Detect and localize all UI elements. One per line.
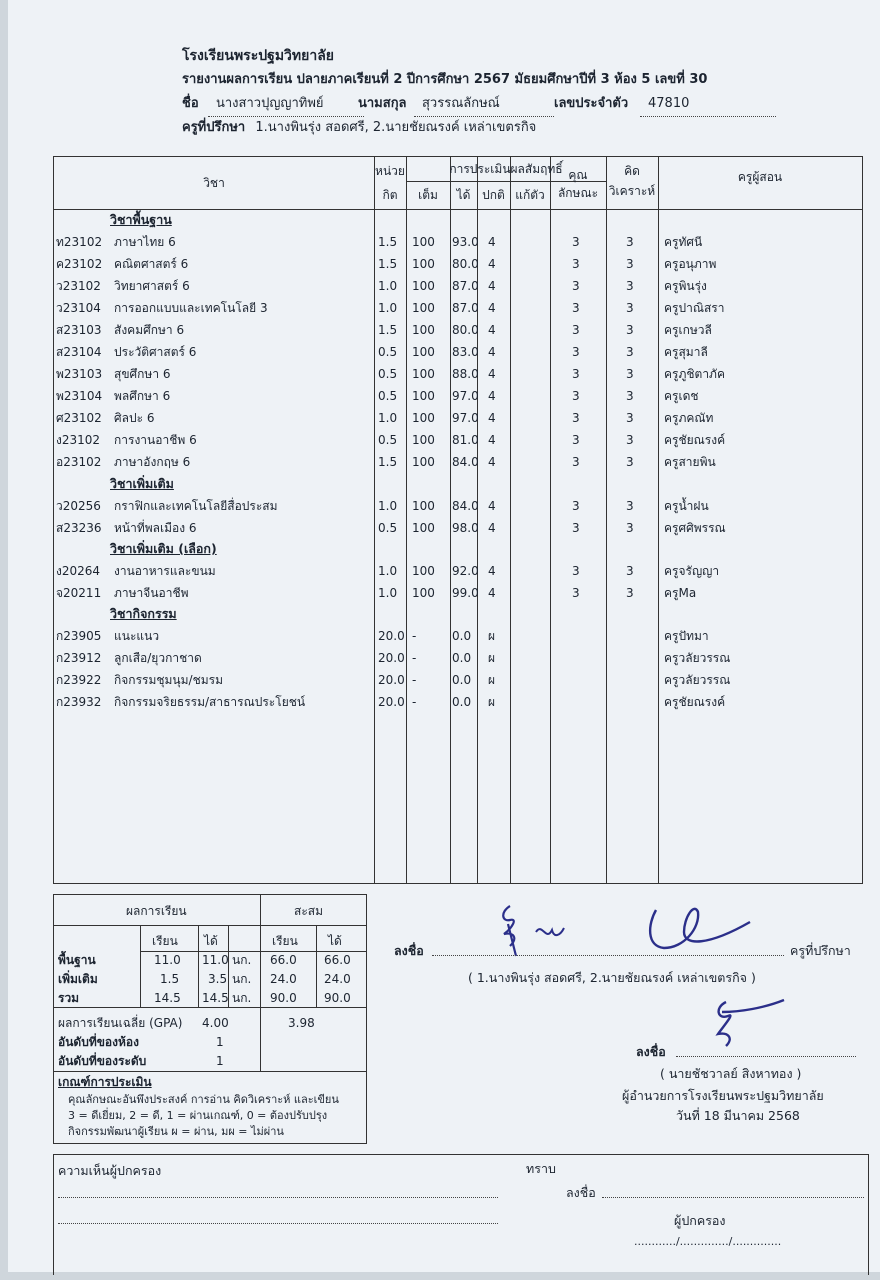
subject-code: ศ23102 bbox=[56, 411, 102, 425]
subject-code: ว23104 bbox=[56, 301, 101, 315]
total-got: 14.5 bbox=[202, 991, 229, 1005]
score: 81.0 bbox=[452, 433, 479, 447]
school-name: โรงเรียนพระปฐมวิทยาลัย bbox=[182, 48, 334, 64]
subject-code: ง20264 bbox=[56, 564, 101, 578]
parent-opinion-label: ความเห็นผู้ปกครอง bbox=[58, 1163, 162, 1178]
subject-code: อ23102 bbox=[56, 455, 102, 469]
grade: ผ bbox=[488, 695, 496, 709]
total-unit: นก. bbox=[232, 991, 252, 1005]
criteria-line-1: คุณลักษณะอันพึงประสงค์ การอ่าน คิดวิเคราะห์ และเขียน bbox=[68, 1093, 339, 1106]
basic-acc-got: 66.0 bbox=[324, 953, 351, 967]
analytical-thinking: 3 bbox=[626, 323, 634, 337]
col-char-2: ลักษณะ bbox=[557, 186, 599, 200]
credit: 0.5 bbox=[378, 433, 398, 447]
analytical-thinking: 3 bbox=[626, 411, 634, 425]
analytical-thinking: 3 bbox=[626, 564, 634, 578]
parent-comment-box bbox=[53, 1154, 869, 1275]
credit: 20.0 bbox=[378, 695, 405, 709]
accum-label: สะสม bbox=[294, 904, 324, 918]
analytical-thinking: 3 bbox=[626, 235, 634, 249]
score: 0.0 bbox=[452, 651, 472, 665]
grade: 4 bbox=[488, 564, 496, 578]
analytical-thinking: 3 bbox=[626, 389, 634, 403]
grade: 4 bbox=[488, 411, 496, 425]
full-score: 100 bbox=[412, 323, 435, 337]
table-row bbox=[54, 669, 862, 691]
full-score: 100 bbox=[412, 586, 435, 600]
characteristic: 3 bbox=[572, 345, 580, 359]
grade: 4 bbox=[488, 323, 496, 337]
score: 0.0 bbox=[452, 673, 472, 687]
results-label: ผลการเรียน bbox=[126, 904, 187, 918]
acc-study-header: เรียน bbox=[272, 934, 298, 948]
teacher-name: ครูวลัยวรรณ bbox=[664, 651, 731, 665]
section-basic: วิชาพื้นฐาน bbox=[110, 212, 172, 227]
table-row bbox=[54, 385, 862, 407]
col-full: เต็ม bbox=[418, 188, 438, 202]
director-signature bbox=[700, 998, 790, 1050]
teacher-name: ครูชัยณรงค์ bbox=[664, 433, 726, 447]
subject-code: พ23103 bbox=[56, 367, 103, 381]
col-normal: ปกติ bbox=[482, 188, 505, 202]
score: 84.0 bbox=[452, 455, 479, 469]
subject-name: กิจกรรมชุมนุม/ชมรม bbox=[114, 673, 223, 687]
table-row bbox=[54, 625, 862, 647]
section-additional: วิชาเพิ่มเติม bbox=[110, 476, 174, 491]
full-score: 100 bbox=[412, 521, 435, 535]
total-label: รวม bbox=[58, 991, 80, 1005]
criteria-line-3: กิจกรรมพัฒนาผู้เรียน ผ = ผ่าน, มผ = ไม่ผ่าน bbox=[68, 1125, 284, 1138]
score: 97.0 bbox=[452, 389, 479, 403]
table-row bbox=[54, 407, 862, 429]
teacher-name: ครูเดช bbox=[664, 389, 699, 403]
criteria-line-2: 3 = ดีเยี่ยม, 2 = ดี, 1 = ผ่านเกณฑ์, 0 = ต้องปรับปรุง bbox=[68, 1109, 328, 1122]
credit: 1.5 bbox=[378, 455, 398, 469]
parent-role: ผู้ปกครอง bbox=[674, 1213, 726, 1228]
score: 0.0 bbox=[452, 695, 472, 709]
basic-study: 11.0 bbox=[154, 953, 181, 967]
additional-unit: นก. bbox=[232, 972, 252, 986]
characteristic: 3 bbox=[572, 279, 580, 293]
analytical-thinking: 3 bbox=[626, 455, 634, 469]
characteristic: 3 bbox=[572, 499, 580, 513]
credit: 1.0 bbox=[378, 301, 398, 315]
basic-unit: นก. bbox=[232, 953, 252, 967]
subject-code: ส23103 bbox=[56, 323, 102, 337]
subject-code: พ23104 bbox=[56, 389, 103, 403]
subject-code: ก23912 bbox=[56, 651, 102, 665]
room-rank: 1 bbox=[216, 1035, 224, 1049]
parent-ack-label: ทราบ bbox=[526, 1161, 556, 1176]
table-row bbox=[54, 275, 862, 297]
student-surname: สุวรรณลักษณ์ bbox=[414, 92, 554, 117]
grades-table bbox=[53, 156, 863, 884]
col-think-2: วิเคราะห์ bbox=[608, 184, 656, 198]
report-date: วันที่ 18 มีนาคม 2568 bbox=[676, 1108, 800, 1123]
score: 93.0 bbox=[452, 235, 479, 249]
full-score: 100 bbox=[412, 411, 435, 425]
analytical-thinking: 3 bbox=[626, 301, 634, 315]
credit: 1.5 bbox=[378, 235, 398, 249]
basic-label: พื้นฐาน bbox=[58, 953, 96, 967]
subject-name: งานอาหารและขนม bbox=[114, 564, 216, 578]
grade: ผ bbox=[488, 651, 496, 665]
teacher-name: ครูวลัยวรรณ bbox=[664, 673, 731, 687]
grade: 4 bbox=[488, 345, 496, 359]
score: 92.0 bbox=[452, 564, 479, 578]
gpa-label: ผลการเรียนเฉลี่ย (GPA) bbox=[58, 1016, 183, 1030]
subject-code: ก23932 bbox=[56, 695, 102, 709]
level-rank: 1 bbox=[216, 1054, 224, 1068]
name-label: ชื่อ bbox=[182, 96, 199, 111]
table-row bbox=[54, 429, 862, 451]
col-fix: แก้ตัว bbox=[515, 188, 545, 202]
subject-name: ภาษาไทย 6 bbox=[114, 235, 176, 249]
subject-name: แนะแนว bbox=[114, 629, 160, 643]
analytical-thinking: 3 bbox=[626, 521, 634, 535]
advisor-sign-line bbox=[432, 955, 784, 956]
advisor-names: 1.นางพินรุ่ง สอดศรี, 2.นายชัยณรงค์ เหล่าเขตรกิจ bbox=[255, 120, 537, 135]
full-score: 100 bbox=[412, 345, 435, 359]
analytical-thinking: 3 bbox=[626, 367, 634, 381]
grade: 4 bbox=[488, 301, 496, 315]
score: 80.0 bbox=[452, 323, 479, 337]
table-row bbox=[54, 341, 862, 363]
analytical-thinking: 3 bbox=[626, 257, 634, 271]
parent-opinion-line-2[interactable] bbox=[58, 1223, 498, 1224]
section-activity: วิชากิจกรรม bbox=[110, 606, 177, 621]
characteristic: 3 bbox=[572, 257, 580, 271]
table-row bbox=[54, 517, 862, 539]
grade: ผ bbox=[488, 629, 496, 643]
credit: 20.0 bbox=[378, 673, 405, 687]
table-row bbox=[54, 297, 862, 319]
additional-study: 1.5 bbox=[160, 972, 180, 986]
subject-code: ท23102 bbox=[56, 235, 103, 249]
credit: 1.0 bbox=[378, 411, 398, 425]
student-name-row bbox=[182, 92, 707, 116]
characteristic: 3 bbox=[572, 586, 580, 600]
subject-code: จ20211 bbox=[56, 586, 102, 600]
full-score: 100 bbox=[412, 367, 435, 381]
subject-name: หน้าที่พลเมือง 6 bbox=[114, 521, 197, 535]
teacher-name: ครูพินรุ่ง bbox=[664, 279, 707, 293]
subject-name: กราฟิกและเทคโนโลยีสื่อประสม bbox=[114, 499, 278, 513]
additional-got: 3.5 bbox=[208, 972, 228, 986]
basic-acc-study: 66.0 bbox=[270, 953, 297, 967]
advisor-sign-names: ( 1.นางพินรุ่ง สอดศรี, 2.นายชัยณรงค์ เหล่าเขตรกิจ ) bbox=[468, 970, 756, 985]
total-acc-study: 90.0 bbox=[270, 991, 297, 1005]
teacher-name: ครูน้ำฝน bbox=[664, 499, 709, 513]
credit: 0.5 bbox=[378, 389, 398, 403]
report-title: รายงานผลการเรียน ปลายภาคเรียนที่ 2 ปีการศึกษา 2567 มัธยมศึกษาปีที่ 3 ห้อง 5 เลขที่ 30 bbox=[182, 72, 708, 87]
score: 99.0 bbox=[452, 586, 479, 600]
subject-code: ว20256 bbox=[56, 499, 101, 513]
characteristic: 3 bbox=[572, 323, 580, 337]
subject-name: กิจกรรมจริยธรรม/สาธารณประโยชน์ bbox=[114, 695, 306, 709]
full-score: 100 bbox=[412, 499, 435, 513]
characteristic: 3 bbox=[572, 389, 580, 403]
sum-got-header: ได้ bbox=[204, 934, 218, 948]
score: 80.0 bbox=[452, 257, 479, 271]
teacher-name: ครูปาณิสรา bbox=[664, 301, 725, 315]
score: 83.0 bbox=[452, 345, 479, 359]
teacher-name: ครูปัทมา bbox=[664, 629, 709, 643]
subject-name: พลศึกษา 6 bbox=[114, 389, 171, 403]
teacher-name: ครูเกษวลี bbox=[664, 323, 712, 337]
score: 88.0 bbox=[452, 367, 479, 381]
total-study: 14.5 bbox=[154, 991, 181, 1005]
parent-opinion-line-1[interactable] bbox=[58, 1197, 498, 1198]
grade: 4 bbox=[488, 257, 496, 271]
score: 84.0 bbox=[452, 499, 479, 513]
analytical-thinking: 3 bbox=[626, 433, 634, 447]
surname-label: นามสกุล bbox=[358, 96, 407, 111]
score: 87.0 bbox=[452, 279, 479, 293]
grade: 4 bbox=[488, 433, 496, 447]
additional-label: เพิ่มเติม bbox=[58, 972, 98, 986]
score: 97.0 bbox=[452, 411, 479, 425]
teacher-name: ครูจรัญญา bbox=[664, 564, 720, 578]
teacher-name: ครูMa bbox=[664, 586, 697, 600]
analytical-thinking: 3 bbox=[626, 345, 634, 359]
advisor-row bbox=[182, 116, 707, 140]
col-char-1: คุณ bbox=[568, 168, 588, 182]
col-assessment: การประเมินผลสัมฤทธิ์ bbox=[449, 162, 563, 176]
col-teacher: ครูผู้สอน bbox=[737, 170, 783, 184]
director-sign-label: ลงชื่อ bbox=[636, 1044, 666, 1059]
additional-acc-got: 24.0 bbox=[324, 972, 351, 986]
advisor-sign-label: ลงชื่อ bbox=[394, 943, 424, 958]
grade: 4 bbox=[488, 367, 496, 381]
analytical-thinking: 3 bbox=[626, 279, 634, 293]
score: 87.0 bbox=[452, 301, 479, 315]
table-row bbox=[54, 495, 862, 517]
full-score: - bbox=[412, 695, 417, 709]
full-score: - bbox=[412, 629, 417, 643]
director-title: ผู้อำนวยการโรงเรียนพระปฐมวิทยาลัย bbox=[622, 1088, 824, 1103]
credit: 20.0 bbox=[378, 651, 405, 665]
subject-name: การออกแบบและเทคโนโลยี 3 bbox=[114, 301, 268, 315]
teacher-name: ครูภคณัท bbox=[664, 411, 714, 425]
section-elective: วิชาเพิ่มเติม (เลือก) bbox=[110, 541, 217, 556]
characteristic: 3 bbox=[572, 301, 580, 315]
full-score: - bbox=[412, 651, 417, 665]
director-sign-line bbox=[676, 1056, 856, 1057]
parent-sign-line[interactable] bbox=[602, 1197, 864, 1198]
subject-name: สุขศึกษา 6 bbox=[114, 367, 171, 381]
grade: 4 bbox=[488, 499, 496, 513]
credit: 0.5 bbox=[378, 521, 398, 535]
grade: 4 bbox=[488, 455, 496, 469]
characteristic: 3 bbox=[572, 455, 580, 469]
grade: 4 bbox=[488, 389, 496, 403]
full-score: 100 bbox=[412, 455, 435, 469]
credit: 0.5 bbox=[378, 367, 398, 381]
col-got: ได้ bbox=[456, 188, 471, 202]
characteristic: 3 bbox=[572, 564, 580, 578]
table-row bbox=[54, 647, 862, 669]
gpa-value: 4.00 bbox=[202, 1016, 229, 1030]
summary-box bbox=[53, 894, 367, 1144]
teacher-name: ครูชัยณรงค์ bbox=[664, 695, 726, 709]
subject-code: ก23905 bbox=[56, 629, 102, 643]
sum-study-header: เรียน bbox=[152, 934, 178, 948]
subject-code: ว23102 bbox=[56, 279, 101, 293]
student-id: 47810 bbox=[640, 92, 776, 117]
subject-name: การงานอาชีพ 6 bbox=[114, 433, 197, 447]
teacher-name: ครูทัศนี bbox=[664, 235, 703, 249]
credit: 0.5 bbox=[378, 345, 398, 359]
subject-code: ง23102 bbox=[56, 433, 101, 447]
subject-code: ค23102 bbox=[56, 257, 103, 271]
score: 0.0 bbox=[452, 629, 472, 643]
credit: 1.5 bbox=[378, 323, 398, 337]
teacher-name: ครูสายพิน bbox=[664, 455, 716, 469]
grade: 4 bbox=[488, 279, 496, 293]
credit: 1.5 bbox=[378, 257, 398, 271]
subject-code: ก23922 bbox=[56, 673, 102, 687]
characteristic: 3 bbox=[572, 433, 580, 447]
credit: 1.0 bbox=[378, 499, 398, 513]
credit: 1.0 bbox=[378, 586, 398, 600]
advisor-signature bbox=[488, 898, 758, 960]
grade: ผ bbox=[488, 673, 496, 687]
table-row bbox=[54, 691, 862, 713]
full-score: 100 bbox=[412, 235, 435, 249]
table-row bbox=[54, 253, 862, 275]
col-subject: วิชา bbox=[203, 176, 225, 190]
full-score: 100 bbox=[412, 301, 435, 315]
level-rank-label: อันดับที่ของระดับ bbox=[58, 1054, 147, 1068]
subject-name: ภาษาอังกฤษ 6 bbox=[114, 455, 191, 469]
subject-code: ส23236 bbox=[56, 521, 102, 535]
col-think-1: คิด bbox=[624, 164, 640, 178]
advisor-role: ครูที่ปรึกษา bbox=[790, 943, 851, 958]
full-score: 100 bbox=[412, 389, 435, 403]
subject-name: สังคมศึกษา 6 bbox=[114, 323, 185, 337]
analytical-thinking: 3 bbox=[626, 586, 634, 600]
teacher-name: ครูศศิพรรณ bbox=[664, 521, 726, 535]
subject-code: ส23104 bbox=[56, 345, 102, 359]
teacher-name: ครูภูชิตาภัค bbox=[664, 367, 725, 381]
grade: 4 bbox=[488, 586, 496, 600]
full-score: 100 bbox=[412, 257, 435, 271]
gpa-acc-value: 3.98 bbox=[288, 1016, 315, 1030]
full-score: 100 bbox=[412, 433, 435, 447]
col-credit-1: หน่วย bbox=[375, 164, 405, 178]
subject-name: คณิตศาสตร์ 6 bbox=[114, 257, 189, 271]
grade: 4 bbox=[488, 521, 496, 535]
full-score: 100 bbox=[412, 279, 435, 293]
table-row bbox=[54, 319, 862, 341]
report-header bbox=[182, 44, 707, 140]
credit: 20.0 bbox=[378, 629, 405, 643]
criteria-label: เกณฑ์การประเมิน bbox=[58, 1075, 152, 1089]
table-row bbox=[54, 363, 862, 385]
subject-name: ศิลปะ 6 bbox=[114, 411, 155, 425]
table-row bbox=[54, 582, 862, 604]
basic-got: 11.0 bbox=[202, 953, 229, 967]
credit: 1.0 bbox=[378, 279, 398, 293]
teacher-name: ครูสุมาลี bbox=[664, 345, 708, 359]
total-acc-got: 90.0 bbox=[324, 991, 351, 1005]
subject-name: ลูกเสือ/ยุวกาชาด bbox=[114, 651, 202, 665]
student-name: นางสาวปุญญาทิพย์ bbox=[208, 92, 364, 117]
score: 98.0 bbox=[452, 521, 479, 535]
subject-name: ภาษาจีนอาชีพ bbox=[114, 586, 189, 600]
characteristic: 3 bbox=[572, 411, 580, 425]
table-row bbox=[54, 560, 862, 582]
advisor-label: ครูที่ปรึกษา bbox=[182, 120, 246, 135]
parent-sign-label: ลงชื่อ bbox=[566, 1185, 596, 1200]
analytical-thinking: 3 bbox=[626, 499, 634, 513]
table-row bbox=[54, 451, 862, 473]
characteristic: 3 bbox=[572, 521, 580, 535]
characteristic: 3 bbox=[572, 367, 580, 381]
room-rank-label: อันดับที่ของห้อง bbox=[58, 1035, 139, 1049]
student-id-label: เลขประจำตัว bbox=[554, 96, 629, 111]
grade: 4 bbox=[488, 235, 496, 249]
director-name: ( นายชัชวาลย์ สิงหาทอง ) bbox=[660, 1066, 802, 1081]
acc-got-header: ได้ bbox=[328, 934, 342, 948]
col-credit-2: กิต bbox=[382, 188, 398, 202]
parent-date-slots[interactable]: ............/............../.............. bbox=[634, 1235, 782, 1248]
characteristic: 3 bbox=[572, 235, 580, 249]
table-row bbox=[54, 231, 862, 253]
additional-acc-study: 24.0 bbox=[270, 972, 297, 986]
subject-name: ประวัติศาสตร์ 6 bbox=[114, 345, 197, 359]
subject-name: วิทยาศาสตร์ 6 bbox=[114, 279, 190, 293]
teacher-name: ครูอนุภาพ bbox=[664, 257, 717, 271]
credit: 1.0 bbox=[378, 564, 398, 578]
full-score: 100 bbox=[412, 564, 435, 578]
full-score: - bbox=[412, 673, 417, 687]
